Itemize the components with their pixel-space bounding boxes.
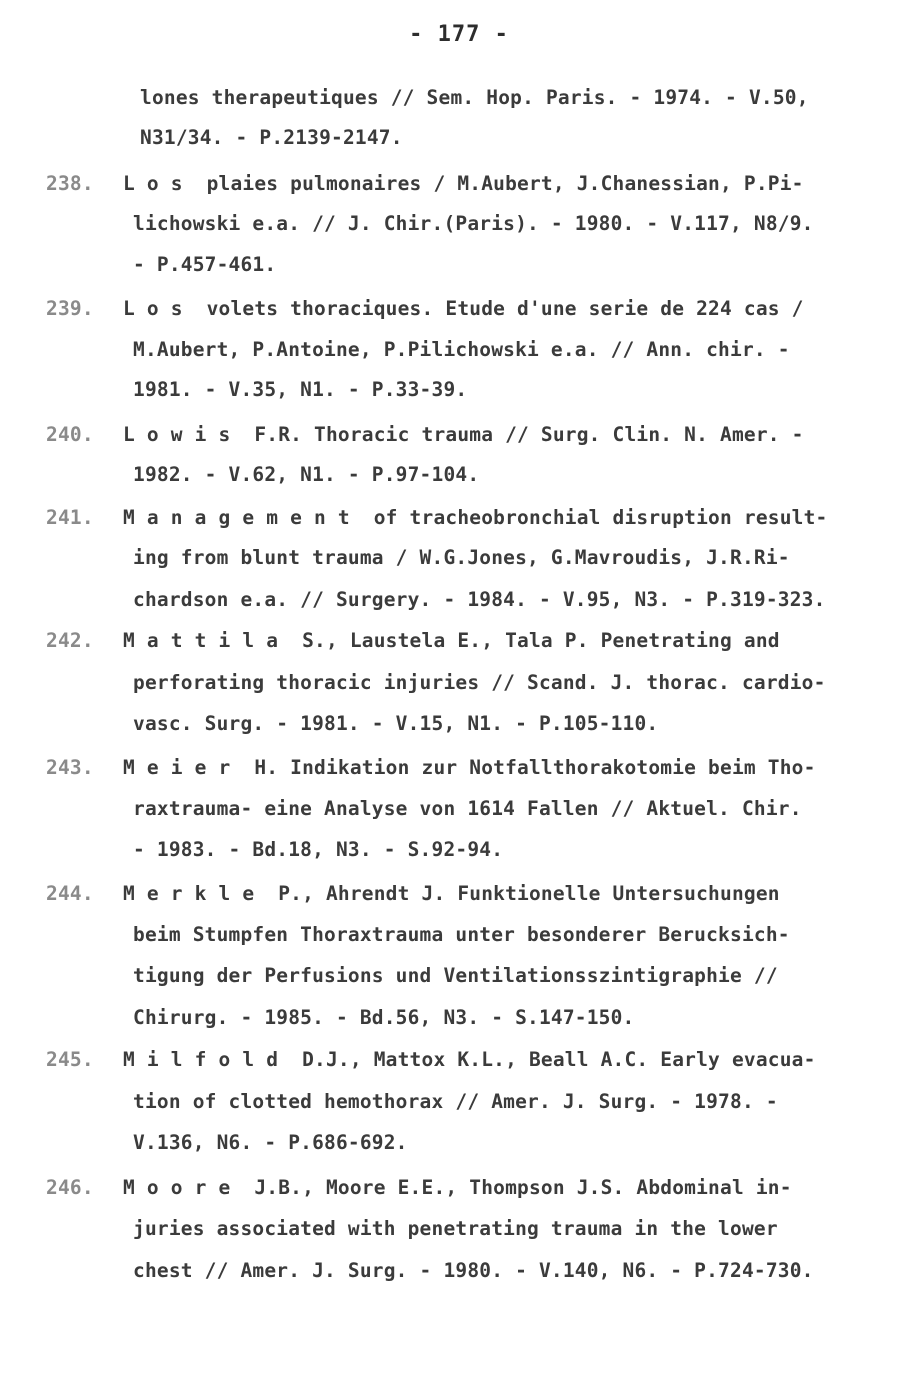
text-line: ing from blunt trauma / W.G.Jones, G.Mavroudis, J.R.Ri- [133, 546, 790, 569]
text-line: L o s plaies pulmonaires / M.Aubert, J.Chanessian, P.Pi- [123, 172, 804, 195]
text-line: tigung der Perfusions und Ventilationsszintigraphie // [133, 964, 778, 987]
text-line: M a n a g e m e n t of tracheobronchial disruption result- [123, 506, 828, 529]
text-line: vasc. Surg. - 1981. - V.15, N1. - P.105-110. [133, 712, 659, 735]
text-line: tion of clotted hemothorax // Amer. J. Surg. - 1978. - [133, 1090, 778, 1113]
entry-number: 246. [46, 1176, 94, 1199]
text-line: Chirurg. - 1985. - Bd.56, N3. - S.147-150. [133, 1006, 635, 1029]
entry-number: 244. [46, 882, 94, 905]
text-line: M e i e r H. Indikation zur Notfallthorakotomie beim Tho- [123, 756, 816, 779]
text-line: chest // Amer. J. Surg. - 1980. - V.140, N6. - P.724-730. [133, 1259, 814, 1282]
text-line: lones therapeutiques // Sem. Hop. Paris. - 1974. - V.50, [140, 86, 809, 109]
entry-number: 242. [46, 629, 94, 652]
entry-number: 238. [46, 172, 94, 195]
text-line: M a t t i l a S., Laustela E., Tala P. Penetrating and [123, 629, 780, 652]
entry-number: 239. [46, 297, 94, 320]
text-line: M o o r e J.B., Moore E.E., Thompson J.S. Abdominal in- [123, 1176, 792, 1199]
entry-number: 241. [46, 506, 94, 529]
text-line: L o w i s F.R. Thoracic trauma // Surg. Clin. N. Amer. - [123, 423, 804, 446]
text-line: beim Stumpfen Thoraxtrauma unter besonderer Berucksich- [133, 923, 790, 946]
text-line: M.Aubert, P.Antoine, P.Pilichowski e.a. // Ann. chir. - [133, 338, 790, 361]
entry-number: 240. [46, 423, 94, 446]
text-line: M i l f o l d D.J., Mattox K.L., Beall A.C. Early evacua- [123, 1048, 816, 1071]
page-number: - 177 - [409, 22, 509, 47]
text-line: L o s volets thoraciques. Etude d'une serie de 224 cas / [123, 297, 804, 320]
text-line: 1981. - V.35, N1. - P.33-39. [133, 378, 468, 401]
text-line: lichowski e.a. // J. Chir.(Paris). - 1980. - V.117, N8/9. [133, 212, 814, 235]
text-line: - P.457-461. [133, 253, 277, 276]
text-line: raxtrauma- eine Analyse von 1614 Fallen // Aktuel. Chir. [133, 797, 802, 820]
text-line: perforating thoracic injuries // Scand. J. thorac. cardio- [133, 671, 826, 694]
text-line: M e r k l e P., Ahrendt J. Funktionelle Untersuchungen [123, 882, 780, 905]
text-line: juries associated with penetrating trauma in the lower [133, 1217, 778, 1240]
text-line: V.136, N6. - P.686-692. [133, 1131, 408, 1154]
entry-number: 243. [46, 756, 94, 779]
text-line: - 1983. - Bd.18, N3. - S.92-94. [133, 838, 504, 861]
text-line: 1982. - V.62, N1. - P.97-104. [133, 463, 480, 486]
entry-number: 245. [46, 1048, 94, 1071]
text-line: chardson e.a. // Surgery. - 1984. - V.95, N3. - P.319-323. [133, 588, 826, 611]
text-line: N31/34. - P.2139-2147. [140, 126, 403, 149]
